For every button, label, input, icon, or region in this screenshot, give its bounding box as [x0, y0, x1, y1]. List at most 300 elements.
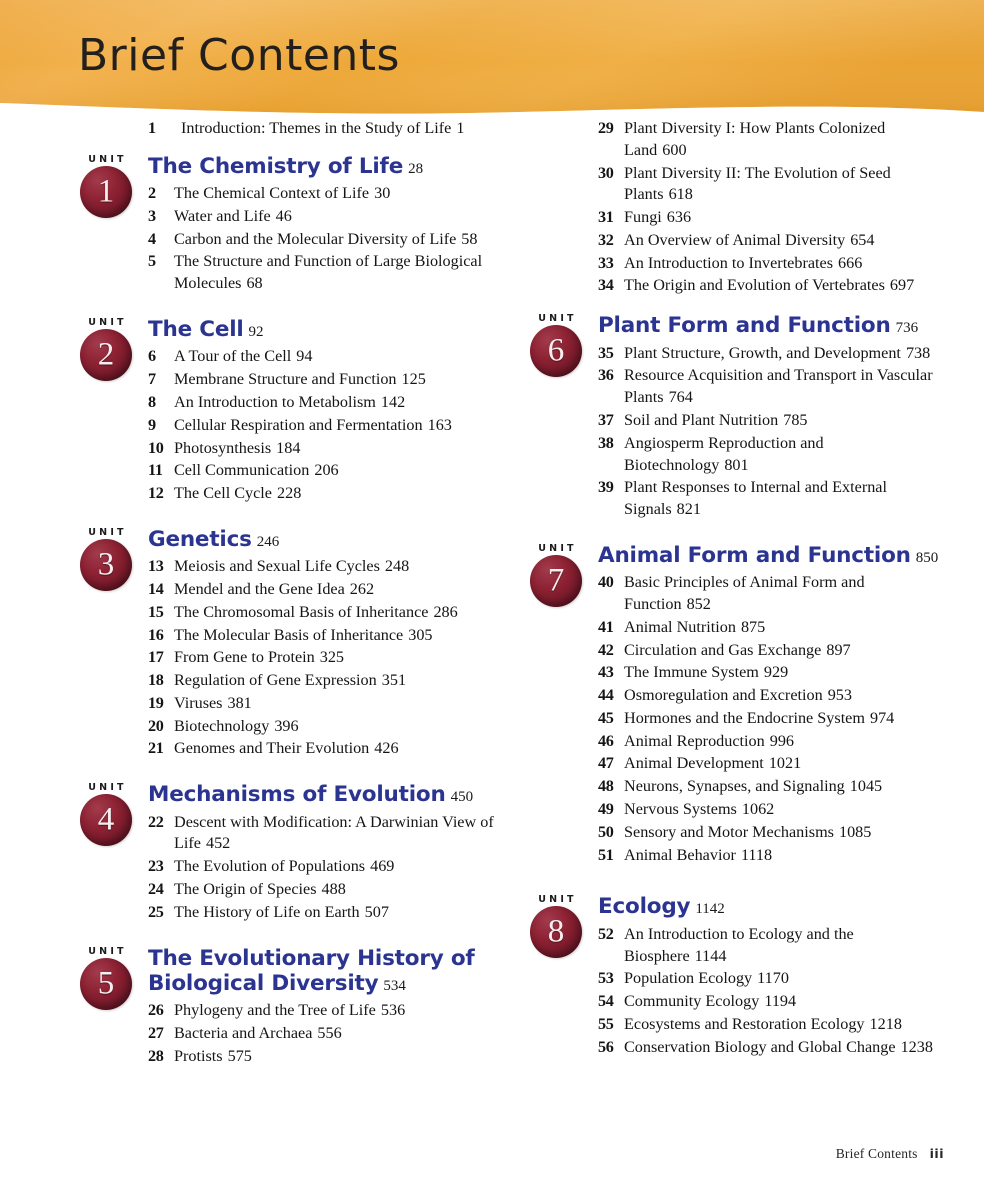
chapter-row[interactable]	[598, 275, 950, 297]
unit-word-label: UNIT	[88, 317, 127, 329]
chapter-row[interactable]	[148, 483, 500, 505]
chapter-page: 1	[456, 119, 465, 137]
chapter-row[interactable]	[148, 415, 500, 437]
unit-block-8	[520, 894, 950, 1058]
chapter-row[interactable]	[148, 1023, 500, 1045]
chapter-title: Genomes and Their Evolution 426	[174, 739, 399, 758]
chapter-number: 27	[148, 1024, 164, 1043]
chapter-number: 22	[148, 812, 164, 831]
chapter-page: 68	[246, 274, 263, 293]
chapter-number: 16	[148, 625, 164, 644]
unit-title[interactable]: Plant Form and Function 736	[598, 313, 919, 339]
chapter-number: 50	[598, 822, 614, 841]
chapter-number: 8	[148, 392, 156, 411]
chapter-title: From Gene to Protein 325	[174, 648, 345, 667]
chapter-page: 46	[275, 206, 292, 225]
chapter-row[interactable]	[148, 647, 500, 669]
chapter-number: 54	[598, 992, 614, 1011]
chapter-title: Carbon and the Molecular Diversity of Life 58	[174, 229, 478, 248]
chapter-entry-standalone	[70, 118, 500, 140]
unit-circle-icon	[530, 906, 582, 958]
chapter-title: The Origin and Evolution of Vertebrates 697	[624, 276, 915, 295]
chapter-page: 58	[461, 229, 478, 248]
chapter-title: Animal Development 1021	[624, 754, 802, 773]
unit-page: 92	[248, 324, 264, 341]
chapter-title: Fungi 636	[624, 208, 692, 227]
chapter-row[interactable]	[148, 716, 500, 738]
chapter-title: Bacteria and Archaea 556	[174, 1024, 342, 1043]
chapter-number: 39	[598, 478, 614, 497]
spacer	[520, 872, 950, 894]
chapter-page: 206	[314, 461, 339, 480]
unit-block-5	[70, 946, 500, 1068]
chapter-page: 785	[783, 410, 808, 429]
chapter-title: The Molecular Basis of Inheritance 305	[174, 625, 433, 644]
unit-badge-7	[520, 543, 592, 607]
chapter-page: 1144	[694, 946, 727, 965]
chapter-title: Phylogeny and the Tree of Life 536	[174, 1001, 406, 1020]
chapter-number: 31	[598, 208, 614, 227]
unit-number: 7	[547, 562, 565, 599]
chapter-number: 32	[598, 230, 614, 249]
chapter-title: The Immune System 929	[624, 663, 789, 682]
chapter-number: 2	[148, 184, 156, 203]
chapter-row[interactable]	[598, 640, 950, 662]
chapter-list	[598, 343, 950, 521]
footer-folio: iii	[929, 1146, 944, 1161]
chapter-page: 507	[364, 902, 389, 921]
unit-title[interactable]: Ecology 1142	[598, 894, 725, 920]
chapter-row[interactable]	[148, 556, 500, 578]
chapter-row[interactable]	[598, 924, 950, 968]
chapter-page: 351	[381, 671, 407, 690]
chapter-list	[598, 924, 950, 1059]
chapter-list	[148, 1000, 500, 1067]
chapter-row[interactable]	[598, 433, 950, 477]
unit-word-label: UNIT	[538, 313, 577, 325]
chapter-number: 28	[148, 1046, 164, 1065]
chapter-row[interactable]	[148, 812, 500, 856]
chapter-page: 262	[349, 580, 375, 599]
unit-word-label: UNIT	[88, 782, 127, 794]
chapter-number: 6	[148, 347, 156, 366]
spacer	[70, 930, 500, 946]
unit-title[interactable]: Animal Form and Function 850	[598, 542, 939, 568]
chapter-number: 42	[598, 640, 614, 659]
unit-number: 1	[97, 173, 115, 210]
chapter-row[interactable]	[598, 685, 950, 707]
unit-circle-icon	[80, 329, 132, 381]
unit-page: 736	[895, 320, 919, 337]
chapter-row[interactable]	[598, 410, 950, 432]
chapter-page: 852	[686, 595, 711, 613]
chapter-number: 40	[598, 573, 614, 592]
chapter-title: An Introduction to Invertebrates 666	[624, 253, 863, 272]
chapter-row[interactable]	[148, 693, 500, 715]
chapter-page: 897	[826, 640, 851, 659]
chapter-title: Regulation of Gene Expression 351	[174, 671, 407, 690]
unit-word-label: UNIT	[88, 945, 127, 957]
chapter-number: 23	[148, 857, 164, 876]
chapter-page: 1085	[838, 822, 872, 841]
unit-page: 850	[915, 549, 939, 566]
chapter-row[interactable]	[598, 365, 950, 409]
chapter-row[interactable]	[598, 776, 950, 798]
spacer	[70, 301, 500, 317]
chapter-title: Hormones and the Endocrine System 974	[624, 708, 895, 727]
unit-number: 8	[547, 913, 565, 950]
chapter-number: 11	[148, 461, 163, 480]
chapter-page: 654	[850, 230, 875, 249]
chapter-list	[598, 572, 950, 866]
chapter-title: The Chromosomal Basis of Inheritance 286	[174, 602, 458, 621]
chapter-title: Plant Responses to Internal and External Signals 821	[624, 478, 887, 519]
chapter-number: 49	[598, 800, 614, 819]
chapter-number: 5	[148, 252, 156, 271]
chapter-row[interactable]	[598, 822, 950, 844]
unit-block-7	[520, 543, 950, 867]
unit-block-4	[70, 782, 500, 923]
unit-number: 3	[97, 546, 115, 583]
chapter-title: Nervous Systems 1062	[624, 800, 775, 819]
chapter-number: 43	[598, 663, 614, 682]
chapter-number: 17	[148, 648, 164, 667]
chapter-number: 15	[148, 602, 164, 621]
chapter-number: 35	[598, 343, 614, 362]
chapter-page: 1238	[900, 1037, 933, 1056]
chapter-page: 248	[384, 557, 410, 576]
chapter-title: Plant Diversity II: The Evolution of Seed Plants 618	[624, 163, 891, 204]
chapter-page: 488	[321, 879, 346, 898]
chapter-row[interactable]	[148, 392, 500, 414]
chapter-number: 14	[148, 580, 164, 599]
chapter-page: 821	[676, 500, 701, 519]
chapter-number: 7	[148, 370, 156, 389]
chapter-list	[148, 556, 500, 760]
chapter-number: 19	[148, 693, 164, 712]
unit-word-label: UNIT	[538, 894, 577, 906]
left-column	[70, 118, 500, 1074]
chapter-row[interactable]	[148, 183, 500, 205]
unit-block-2	[70, 317, 500, 505]
chapter-page: 875	[740, 617, 766, 636]
chapter-page: 697	[889, 276, 915, 295]
chapter-title: Circulation and Gas Exchange 897	[624, 640, 851, 659]
chapter-page: 738	[905, 343, 931, 362]
chapter-row[interactable]	[598, 799, 950, 821]
spacer	[70, 511, 500, 527]
chapter-title: Animal Nutrition 875	[624, 617, 766, 636]
chapter-title: The Evolution of Populations 469	[174, 857, 395, 876]
chapter-number: 10	[148, 438, 164, 457]
chapter-page: 929	[763, 663, 789, 682]
chapter-number: 33	[598, 253, 614, 272]
unit-badge-1	[70, 154, 142, 218]
chapter-page: 94	[296, 347, 313, 366]
chapter-page: 396	[274, 716, 299, 735]
unit-word-label: UNIT	[538, 542, 577, 554]
chapter-row[interactable]	[148, 902, 500, 924]
chapter-page: 381	[227, 693, 252, 712]
chapter-title: The History of Life on Earth 507	[174, 902, 389, 921]
chapter-page: 636	[666, 208, 692, 227]
chapter-page: 305	[408, 625, 433, 644]
chapter-title: Introduction: Themes in the Study of Life 1	[181, 119, 465, 137]
page-title: Brief Contents	[78, 30, 400, 81]
unit-block-3	[70, 527, 500, 760]
chapter-title: Biotechnology 396	[174, 716, 299, 735]
chapter-number: 4	[148, 229, 156, 248]
chapter-page: 556	[317, 1024, 342, 1043]
chapter-title: Ecosystems and Restoration Ecology 1218	[624, 1014, 902, 1033]
chapter-number: 30	[598, 163, 614, 182]
right-column	[520, 118, 950, 1064]
chapter-title: Osmoregulation and Excretion 953	[624, 686, 852, 705]
chapter-title: The Origin of Species 488	[174, 879, 346, 898]
chapter-list	[148, 183, 500, 295]
unit-circle-icon	[530, 325, 582, 377]
chapter-page: 1045	[849, 777, 883, 796]
chapter-page: 953	[827, 686, 852, 705]
chapter-number: 36	[598, 366, 614, 385]
chapter-number: 38	[598, 433, 614, 452]
chapter-row[interactable]	[148, 579, 500, 601]
chapter-page: 142	[380, 392, 406, 411]
chapter-row[interactable]	[148, 670, 500, 692]
chapter-row[interactable]	[598, 230, 950, 252]
unit-number: 6	[547, 332, 565, 369]
chapter-number: 34	[598, 276, 614, 295]
chapter-row[interactable]	[598, 845, 950, 867]
chapter-page: 1062	[741, 800, 775, 819]
unit-block-6	[520, 313, 950, 521]
chapter-title: Water and Life 46	[174, 206, 292, 225]
chapter-row[interactable]	[598, 753, 950, 775]
unit-circle-icon	[80, 794, 132, 846]
chapter-page: 452	[205, 834, 231, 853]
chapter-title: An Introduction to Metabolism 142	[174, 392, 406, 411]
chapter-title: Plant Diversity I: How Plants Colonized Land 600	[624, 119, 886, 159]
chapter-title: Sensory and Motor Mechanisms 1085	[624, 822, 872, 841]
chapter-title: An Introduction to Ecology and the Biosphere 1144	[624, 924, 854, 965]
unit-number: 4	[97, 801, 115, 838]
chapter-row[interactable]	[598, 731, 950, 753]
chapter-title: The Structure and Function of Large Biological Molecules 68	[174, 252, 483, 293]
unit-badge-4	[70, 782, 142, 846]
chapter-page: 536	[380, 1001, 406, 1020]
chapter-row[interactable]	[598, 343, 950, 365]
chapter-row[interactable]	[148, 369, 500, 391]
chapter-row[interactable]	[148, 251, 500, 295]
chapter-number: 20	[148, 716, 164, 735]
chapter-number: 26	[148, 1001, 164, 1020]
chapter-row[interactable]	[598, 1037, 950, 1059]
unit-title[interactable]: The Chemistry of Life 28	[148, 153, 424, 179]
chapter-title: The Chemical Context of Life 30	[174, 184, 391, 203]
chapter-number: 12	[148, 484, 164, 503]
chapter-row[interactable]	[598, 968, 950, 990]
chapter-number: 9	[148, 415, 156, 434]
chapter-number: 21	[148, 739, 164, 758]
chapter-number: 44	[598, 686, 614, 705]
page-header-banner	[0, 0, 984, 118]
chapter-title: Angiosperm Reproduction and Biotechnology 801	[624, 433, 824, 474]
chapter-page: 1118	[740, 845, 773, 864]
chapter-row[interactable]	[148, 118, 500, 140]
chapter-title: Animal Reproduction 996	[624, 731, 794, 750]
chapter-page: 801	[724, 455, 749, 474]
unit-badge-2	[70, 317, 142, 381]
chapter-title: Resource Acquisition and Transport in Vascular Plants 764	[624, 366, 933, 407]
chapter-title: Conservation Biology and Global Change 1238	[624, 1037, 933, 1056]
chapter-row[interactable]	[598, 207, 950, 229]
chapter-row[interactable]	[148, 1000, 500, 1022]
chapter-page: 1021	[768, 754, 802, 773]
chapter-page: 1218	[869, 1014, 902, 1033]
chapter-number: 51	[598, 845, 614, 864]
chapter-title: Plant Structure, Growth, and Development 738	[624, 343, 931, 362]
chapter-page: 163	[427, 415, 452, 434]
unit-circle-icon	[80, 539, 132, 591]
page-footer	[836, 1146, 944, 1162]
chapter-number: 1	[148, 119, 156, 137]
unit-circle-icon	[80, 166, 132, 218]
chapter-title: Population Ecology 1170	[624, 969, 789, 988]
spacer	[520, 527, 950, 543]
chapter-number: 3	[148, 206, 156, 225]
unit-page: 534	[383, 977, 406, 994]
unit-title[interactable]: The Evolutionary History of Biological Diversity 534	[148, 945, 475, 996]
chapter-number: 13	[148, 557, 164, 576]
chapter-title: An Overview of Animal Diversity 654	[624, 230, 875, 249]
chapter-title: Neurons, Synapses, and Signaling 1045	[624, 777, 883, 796]
unit-word-label: UNIT	[88, 153, 127, 165]
chapter-list	[598, 118, 950, 297]
chapter-row[interactable]	[598, 572, 950, 616]
unit-word-label: UNIT	[88, 526, 127, 538]
unit-title[interactable]: Genetics 246	[148, 526, 280, 552]
chapter-page: 618	[668, 185, 693, 204]
chapter-page: 30	[374, 184, 391, 203]
chapter-number: 52	[598, 924, 614, 943]
chapter-title: Membrane Structure and Function 125	[174, 370, 426, 389]
chapter-page: 666	[838, 253, 863, 272]
chapter-row[interactable]	[598, 617, 950, 639]
chapter-page: 228	[277, 484, 302, 503]
unit-badge-3	[70, 527, 142, 591]
chapter-row[interactable]	[148, 879, 500, 901]
chapter-page: 996	[769, 731, 794, 750]
chapter-row[interactable]	[148, 625, 500, 647]
chapter-page: 974	[869, 708, 895, 727]
chapter-title: Cellular Respiration and Fermentation 163	[174, 415, 452, 434]
chapter-row[interactable]	[598, 1014, 950, 1036]
chapter-page: 426	[374, 739, 399, 758]
chapter-number: 41	[598, 617, 614, 636]
chapter-number: 18	[148, 671, 164, 690]
unit-badge-5	[70, 946, 142, 1010]
chapter-page: 575	[227, 1046, 252, 1065]
chapter-row[interactable]	[148, 602, 500, 624]
chapter-row[interactable]	[148, 438, 500, 460]
unit-page: 246	[256, 533, 280, 550]
unit-number: 5	[97, 965, 115, 1002]
unit-title[interactable]: The Cell 92	[148, 317, 264, 343]
chapter-number: 25	[148, 902, 164, 921]
chapter-page: 600	[662, 140, 687, 159]
chapter-row[interactable]	[598, 163, 950, 207]
unit-badge-8	[520, 894, 592, 958]
chapter-page: 125	[401, 370, 426, 389]
chapter-page: 184	[276, 438, 301, 457]
unit-circle-icon	[80, 958, 132, 1010]
unit-page: 450	[450, 789, 474, 806]
chapter-row[interactable]	[598, 708, 950, 730]
chapter-number: 45	[598, 708, 614, 727]
unit-title[interactable]: Mechanisms of Evolution 450	[148, 782, 474, 808]
chapter-title: Basic Principles of Animal Form and Function 852	[624, 573, 865, 613]
contents-body	[0, 118, 984, 1200]
unit-block-1	[70, 154, 500, 295]
chapter-row[interactable]	[148, 856, 500, 878]
chapter-list	[148, 346, 500, 504]
chapter-row[interactable]	[148, 346, 500, 368]
chapter-row[interactable]	[598, 477, 950, 521]
chapter-number: 37	[598, 410, 614, 429]
chapter-title: The Cell Cycle 228	[174, 484, 302, 503]
chapter-page: 286	[433, 602, 458, 621]
chapter-title: Photosynthesis 184	[174, 438, 301, 457]
unit-circle-icon	[530, 555, 582, 607]
chapter-row[interactable]	[148, 460, 500, 482]
chapter-row[interactable]	[598, 118, 950, 162]
chapter-title: Soil and Plant Nutrition 785	[624, 410, 808, 429]
chapter-title: Viruses 381	[174, 693, 252, 712]
unit-badge-6	[520, 313, 592, 377]
chapter-row[interactable]	[148, 206, 500, 228]
footer-label: Brief Contents	[835, 1146, 918, 1161]
chapter-title: Descent with Modification: A Darwinian View of Life 452	[174, 812, 494, 853]
chapter-number: 48	[598, 777, 614, 796]
chapter-row[interactable]	[598, 991, 950, 1013]
chapter-page: 764	[668, 388, 693, 407]
chapter-page: 1194	[764, 992, 797, 1011]
chapter-number: 24	[148, 879, 164, 898]
chapter-number: 56	[598, 1037, 614, 1056]
chapter-title: Community Ecology 1194	[624, 992, 797, 1011]
chapter-row[interactable]	[148, 738, 500, 760]
chapter-title: Animal Behavior 1118	[624, 845, 773, 864]
chapter-title: Meiosis and Sexual Life Cycles 248	[174, 557, 410, 576]
spacer	[70, 766, 500, 782]
chapter-row[interactable]	[148, 1046, 500, 1068]
chapter-row[interactable]	[598, 253, 950, 275]
chapter-row[interactable]	[598, 662, 950, 684]
chapter-title: Mendel and the Gene Idea 262	[174, 580, 375, 599]
chapter-page: 469	[370, 857, 395, 876]
unit-number: 2	[97, 336, 115, 373]
chapter-number: 47	[598, 754, 614, 773]
chapter-title: Cell Communication 206	[174, 461, 339, 480]
continued-chapter-list	[520, 118, 950, 297]
chapter-title: Protists 575	[174, 1046, 252, 1065]
chapter-row[interactable]	[148, 229, 500, 251]
chapter-page: 325	[319, 648, 345, 667]
chapter-number: 53	[598, 969, 614, 988]
chapter-number: 46	[598, 731, 614, 750]
chapter-number: 29	[598, 119, 614, 137]
chapter-title: A Tour of the Cell 94	[174, 347, 313, 366]
